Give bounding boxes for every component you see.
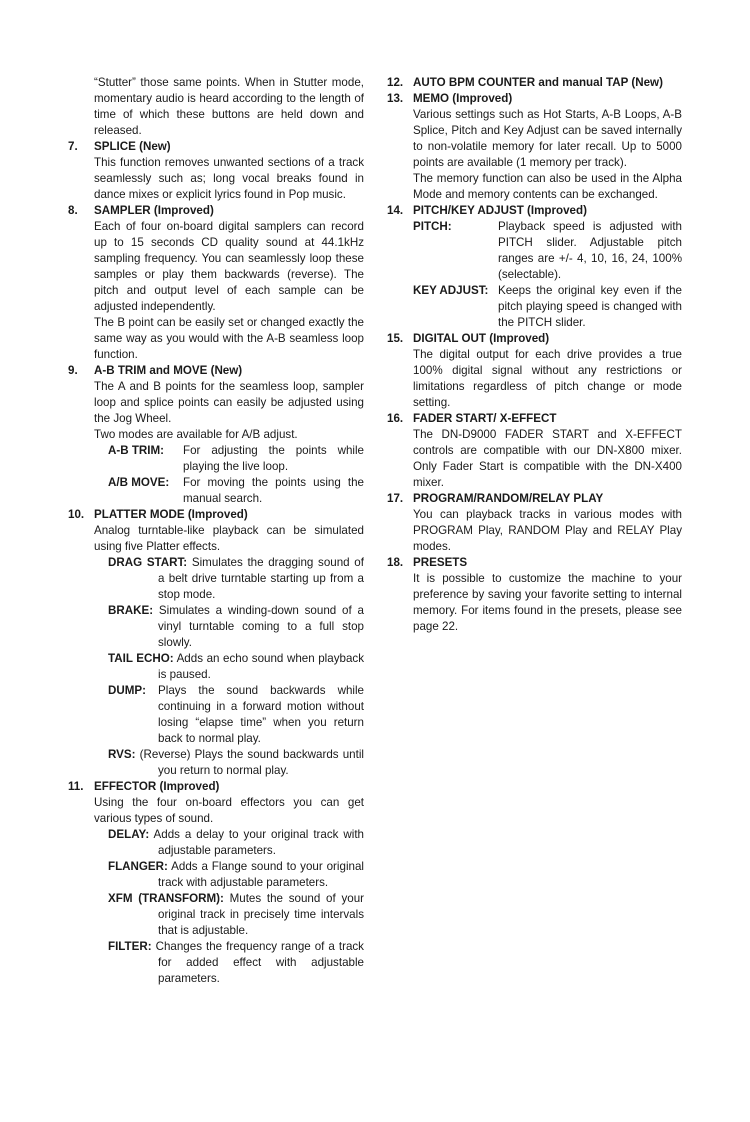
dump-item: DUMP: Plays the sound backwards while continuing in a forward motion without losing “elapse time” when you return back to normal play. [108,684,364,745]
section-7-heading: 7. SPLICE (New) [68,140,171,153]
right-column [387,75,682,635]
section-7-text: This function removes unwanted sections of a track seamlessly such as; long vocal breaks found in dance mixes or explicit lyrics found in Pop music. [94,156,364,201]
section-17-text: You can playback tracks in various modes with PROGRAM Play, RANDOM Play and RELAY Play modes. [413,508,682,553]
section-17-heading: 17. PROGRAM/RANDOM/RELAY PLAY [387,492,604,505]
section-10-text: Analog turntable-like playback can be simulated using five Platter effects. [94,524,364,553]
drag-start-item: DRAG START: Simulates the dragging sound of a belt drive turntable starting up from a stop mode. [108,556,364,601]
section-9-heading: 9. A-B TRIM and MOVE (New) [68,364,243,377]
section-11-text: Using the four on-board effectors you can get various types of sound. [94,796,364,825]
brake-item: BRAKE: Simulates a winding-down sound of a vinyl turntable coming to a full stop slowly. [108,604,364,649]
section-10-heading: 10. PLATTER MODE (Improved) [68,508,248,521]
section-11-heading: 11. EFFECTOR (Improved) [68,780,220,793]
pitch-item: PITCH: Playback speed is adjusted with PITCH slider. Adjustable pitch ranges are +/- 4, 10, 16, 24, 100% (selectable). [413,220,682,281]
section-8-text-2: The B point can be easily set or changed exactly the same way as you would with the A-B seamless loop function. [94,316,364,361]
section-15-heading: 15. DIGITAL OUT (Improved) [387,332,550,345]
section-9-text-2: Two modes are available for A/B adjust. [94,428,298,441]
tail-echo-item: TAIL ECHO: Adds an echo sound when playback is paused. [108,652,364,681]
flanger-item: FLANGER: Adds a Flange sound to your original track with adjustable parameters. [108,860,364,889]
left-column [68,75,364,987]
section-18-heading: 18. PRESETS [387,556,468,569]
xfm-item: XFM (TRANSFORM): Mutes the sound of your original track in precisely time intervals that is adjustable. [108,892,364,937]
section-15-text: The digital output for each drive provides a true 100% digital signal without any restrictions or limitations regardless of pitch change or mode setting. [413,348,682,409]
section-12-heading: 12. AUTO BPM COUNTER and manual TAP (New) [387,76,663,89]
rvs-item: RVS: (Reverse) Plays the sound backwards until you return to normal play. [108,748,364,777]
delay-item: DELAY: Adds a delay to your original track with adjustable parameters. [108,828,364,857]
filter-item: FILTER: Changes the frequency range of a track for added effect with adjustable parameters. [108,940,364,985]
platter-effects-list [108,555,364,779]
section-9-text: The A and B points for the seamless loop, sampler loop and splice points can easily be adjusted using the Jog Wheel. [94,380,364,425]
ab-move-item: A/B MOVE: For moving the points using the manual search. [108,476,364,505]
section-16-heading: 16. FADER START/ X-EFFECT [387,412,557,425]
ab-trim-item: A-B TRIM: For adjusting the points while playing the live loop. [108,444,364,473]
section-8-text: Each of four on-board digital samplers can record up to 15 seconds CD quality sound at 44.1kHz sampling frequency. You can seamlessly loop these samples or play them backwards (reverse). The pitch and output level of each sample can be adjusted independently. [94,220,364,313]
section-8-heading: 8. SAMPLER (Improved) [68,204,214,217]
section-13-text: Various settings such as Hot Starts, A-B Loops, A-B Splice, Pitch and Key Adjust can be saved internally to non-volatile memory for later recall. Up to 5000 points are available (1 memory per track). [413,108,682,169]
section-14-heading: 14. PITCH/KEY ADJUST (Improved) [387,204,587,217]
effector-list [108,827,364,987]
section-13-heading: 13. MEMO (Improved) [387,92,513,105]
intro-paragraph: “Stutter” those same points. When in Stutter mode, momentary audio is heard according to the length of time of which these buttons are held down and released. [94,76,364,137]
section-13-text-2: The memory function can also be used in the Alpha Mode and memory contents can be exchanged. [413,172,682,201]
key-adjust-item: KEY ADJUST: Keeps the original key even if the pitch playing speed is changed with the PITCH slider. [413,284,682,329]
section-18-text: It is possible to customize the machine to your preference by saving your favorite setting to internal memory. For items found in the presets, please see page 22. [413,572,682,633]
section-16-text: The DN-D9000 FADER START and X-EFFECT controls are compatible with our DN-X800 mixer. Only Fader Start is compatible with the DN-X400 mixer. [413,428,682,489]
